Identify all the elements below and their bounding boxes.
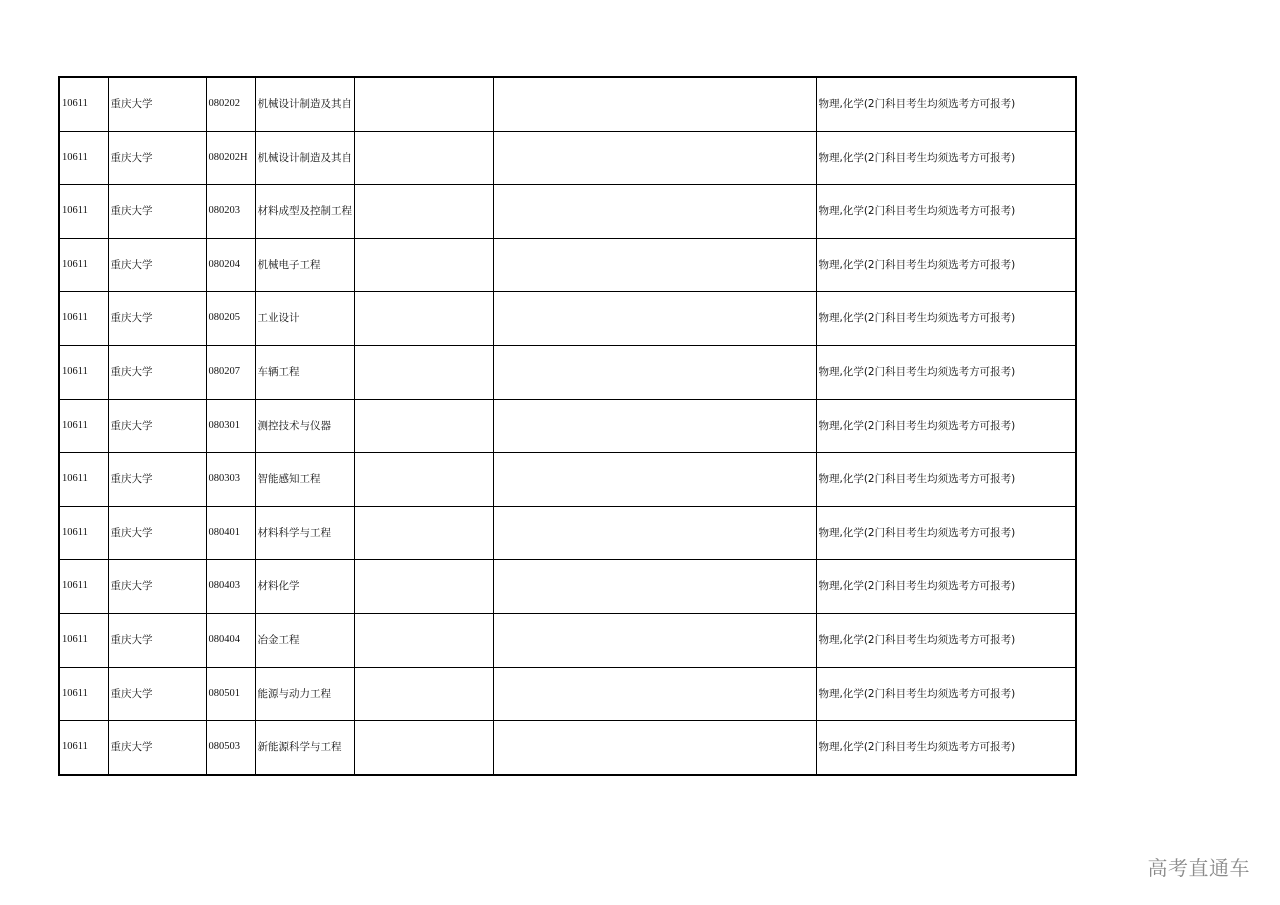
subject-requirement-cell: 物理,化学(2门科目考生均须选考方可报考) bbox=[816, 399, 1076, 453]
empty-cell bbox=[354, 185, 493, 239]
major-name-cell: 车辆工程 bbox=[255, 345, 354, 399]
school-name-cell: 重庆大学 bbox=[108, 453, 206, 507]
school-code-cell: 10611 bbox=[59, 560, 108, 614]
empty-cell bbox=[493, 667, 816, 721]
empty-cell bbox=[493, 185, 816, 239]
empty-cell bbox=[354, 399, 493, 453]
table-row bbox=[59, 560, 1076, 614]
school-code-cell: 10611 bbox=[59, 131, 108, 185]
school-code-cell: 10611 bbox=[59, 185, 108, 239]
major-name-cell: 机械电子工程 bbox=[255, 238, 354, 292]
major-code-cell: 080205 bbox=[206, 292, 255, 346]
empty-cell bbox=[354, 77, 493, 131]
major-name-cell: 新能源科学与工程 bbox=[255, 721, 354, 775]
empty-cell bbox=[493, 560, 816, 614]
subject-requirement-cell: 物理,化学(2门科目考生均须选考方可报考) bbox=[816, 131, 1076, 185]
empty-cell bbox=[354, 292, 493, 346]
table-row bbox=[59, 613, 1076, 667]
empty-cell bbox=[493, 345, 816, 399]
school-code-cell: 10611 bbox=[59, 238, 108, 292]
empty-cell bbox=[493, 721, 816, 775]
empty-cell bbox=[354, 238, 493, 292]
table-row bbox=[59, 345, 1076, 399]
major-name-cell: 能源与动力工程 bbox=[255, 667, 354, 721]
table-row bbox=[59, 77, 1076, 131]
school-code-cell: 10611 bbox=[59, 667, 108, 721]
school-code-cell: 10611 bbox=[59, 399, 108, 453]
empty-cell bbox=[354, 667, 493, 721]
major-code-cell: 080501 bbox=[206, 667, 255, 721]
table-row bbox=[59, 506, 1076, 560]
school-name-cell: 重庆大学 bbox=[108, 185, 206, 239]
school-name-cell: 重庆大学 bbox=[108, 77, 206, 131]
empty-cell bbox=[354, 560, 493, 614]
school-name-cell: 重庆大学 bbox=[108, 506, 206, 560]
school-name-cell: 重庆大学 bbox=[108, 399, 206, 453]
table-body bbox=[59, 77, 1076, 775]
major-code-cell: 080503 bbox=[206, 721, 255, 775]
major-code-cell: 080204 bbox=[206, 238, 255, 292]
empty-cell bbox=[493, 131, 816, 185]
table-row bbox=[59, 238, 1076, 292]
school-name-cell: 重庆大学 bbox=[108, 238, 206, 292]
subject-requirement-cell: 物理,化学(2门科目考生均须选考方可报考) bbox=[816, 506, 1076, 560]
empty-cell bbox=[493, 506, 816, 560]
table-row bbox=[59, 721, 1076, 775]
school-code-cell: 10611 bbox=[59, 613, 108, 667]
school-code-cell: 10611 bbox=[59, 721, 108, 775]
major-name-cell: 冶金工程 bbox=[255, 613, 354, 667]
table-row bbox=[59, 131, 1076, 185]
school-name-cell: 重庆大学 bbox=[108, 560, 206, 614]
subject-requirement-cell: 物理,化学(2门科目考生均须选考方可报考) bbox=[816, 185, 1076, 239]
subject-requirement-cell: 物理,化学(2门科目考生均须选考方可报考) bbox=[816, 667, 1076, 721]
empty-cell bbox=[354, 613, 493, 667]
major-code-cell: 080301 bbox=[206, 399, 255, 453]
table-row bbox=[59, 292, 1076, 346]
empty-cell bbox=[493, 453, 816, 507]
major-code-cell: 080203 bbox=[206, 185, 255, 239]
empty-cell bbox=[493, 399, 816, 453]
major-code-cell: 080401 bbox=[206, 506, 255, 560]
major-code-cell: 080207 bbox=[206, 345, 255, 399]
school-code-cell: 10611 bbox=[59, 453, 108, 507]
table-row bbox=[59, 667, 1076, 721]
subject-requirement-cell: 物理,化学(2门科目考生均须选考方可报考) bbox=[816, 238, 1076, 292]
empty-cell bbox=[493, 238, 816, 292]
empty-cell bbox=[354, 721, 493, 775]
major-name-cell: 材料化学 bbox=[255, 560, 354, 614]
subject-requirement-cell: 物理,化学(2门科目考生均须选考方可报考) bbox=[816, 453, 1076, 507]
subject-requirement-cell: 物理,化学(2门科目考生均须选考方可报考) bbox=[816, 292, 1076, 346]
major-name-cell: 材料科学与工程 bbox=[255, 506, 354, 560]
empty-cell bbox=[493, 77, 816, 131]
subject-requirement-cell: 物理,化学(2门科目考生均须选考方可报考) bbox=[816, 721, 1076, 775]
school-code-cell: 10611 bbox=[59, 77, 108, 131]
empty-cell bbox=[493, 292, 816, 346]
subject-requirement-cell: 物理,化学(2门科目考生均须选考方可报考) bbox=[816, 345, 1076, 399]
subject-requirement-table bbox=[58, 76, 1077, 776]
major-code-cell: 080404 bbox=[206, 613, 255, 667]
table-row bbox=[59, 185, 1076, 239]
major-name-cell: 机械设计制造及其自 bbox=[255, 131, 354, 185]
major-name-cell: 工业设计 bbox=[255, 292, 354, 346]
school-name-cell: 重庆大学 bbox=[108, 345, 206, 399]
school-name-cell: 重庆大学 bbox=[108, 613, 206, 667]
subject-requirement-cell: 物理,化学(2门科目考生均须选考方可报考) bbox=[816, 560, 1076, 614]
empty-cell bbox=[354, 345, 493, 399]
major-name-cell: 机械设计制造及其自 bbox=[255, 77, 354, 131]
empty-cell bbox=[354, 131, 493, 185]
empty-cell bbox=[354, 453, 493, 507]
major-name-cell: 智能感知工程 bbox=[255, 453, 354, 507]
major-name-cell: 材料成型及控制工程 bbox=[255, 185, 354, 239]
school-name-cell: 重庆大学 bbox=[108, 667, 206, 721]
empty-cell bbox=[354, 506, 493, 560]
table-row bbox=[59, 453, 1076, 507]
major-code-cell: 080202H bbox=[206, 131, 255, 185]
major-code-cell: 080202 bbox=[206, 77, 255, 131]
school-name-cell: 重庆大学 bbox=[108, 131, 206, 185]
school-name-cell: 重庆大学 bbox=[108, 292, 206, 346]
subject-requirement-cell: 物理,化学(2门科目考生均须选考方可报考) bbox=[816, 77, 1076, 131]
empty-cell bbox=[493, 613, 816, 667]
major-code-cell: 080403 bbox=[206, 560, 255, 614]
school-code-cell: 10611 bbox=[59, 506, 108, 560]
watermark-text: 高考直通车 bbox=[1147, 856, 1250, 880]
school-name-cell: 重庆大学 bbox=[108, 721, 206, 775]
major-code-cell: 080303 bbox=[206, 453, 255, 507]
school-code-cell: 10611 bbox=[59, 292, 108, 346]
table-row bbox=[59, 399, 1076, 453]
school-code-cell: 10611 bbox=[59, 345, 108, 399]
subject-requirement-cell: 物理,化学(2门科目考生均须选考方可报考) bbox=[816, 613, 1076, 667]
major-name-cell: 测控技术与仪器 bbox=[255, 399, 354, 453]
